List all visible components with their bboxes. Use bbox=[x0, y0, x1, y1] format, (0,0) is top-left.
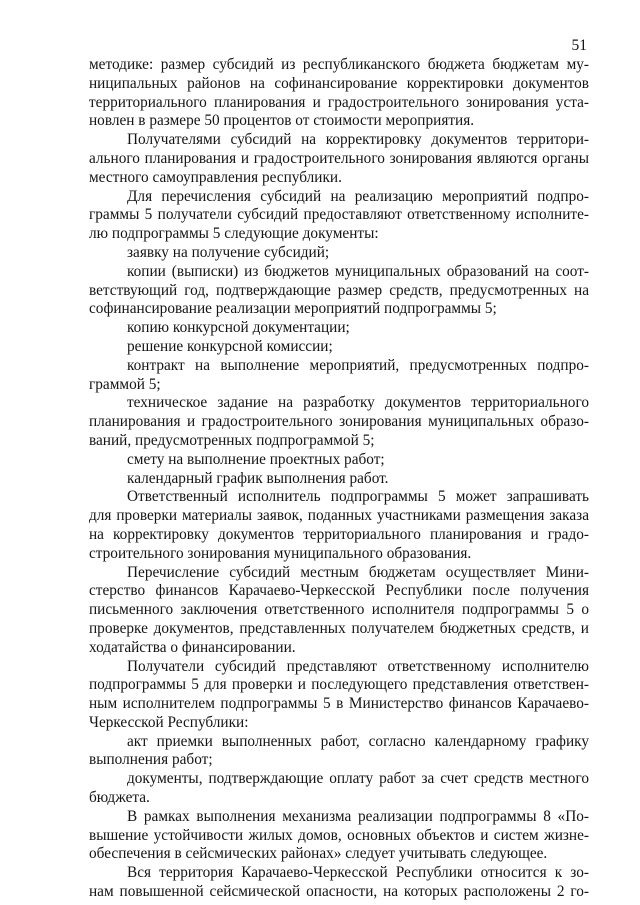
text-line: вышение устойчивости жилых домов, основных объектов и систем жизне- bbox=[89, 826, 589, 844]
text-line: новлен в размере 50 процентов от стоимости мероприятия. bbox=[89, 112, 475, 130]
text-line: ным исполнителем подпрограммы 5 в Министерство финансов Карачаево- bbox=[89, 695, 589, 713]
text-line: ветствующий год, подтверждающие размер средств, предусмотренных на bbox=[89, 281, 589, 299]
text-line: акт приемки выполненных работ, согласно календарному графику bbox=[127, 732, 589, 750]
text-line: строительного зонирования муниципального образования. bbox=[89, 544, 472, 562]
text-line: Перечисление субсидий местным бюджетам осуществляет Мини- bbox=[127, 563, 589, 581]
paragraph bbox=[89, 451, 589, 470]
paragraph bbox=[89, 864, 589, 902]
text-line: подпрограммы 5 для проверки и последующего представления ответствен- bbox=[89, 676, 589, 694]
text-line: ального планирования и градостроительного зонирования являются органы bbox=[89, 149, 589, 167]
text-line: выполнения работ; bbox=[89, 751, 213, 769]
paragraph bbox=[89, 733, 589, 771]
text-line: ваний, предусмотренных подпрограммой 5; bbox=[89, 431, 375, 449]
paragraph bbox=[89, 319, 589, 338]
text-line: копию конкурсной документации; bbox=[127, 319, 350, 337]
text-line: на корректировку документов территориального планирования и градо- bbox=[89, 525, 589, 543]
paragraph bbox=[89, 770, 589, 808]
text-line: лю подпрограммы 5 следующие документы: bbox=[89, 225, 379, 243]
paragraph bbox=[89, 470, 589, 489]
text-line: стерство финансов Карачаево-Черкесской Республики после получения bbox=[89, 582, 589, 600]
body-text bbox=[89, 56, 589, 902]
text-line: для проверки материалы заявок, поданных участниками размещения заказа bbox=[89, 507, 589, 525]
text-line: заявку на получение субсидий; bbox=[127, 243, 330, 261]
text-line: письменного заключения ответственного исполнителя подпрограммы 5 о bbox=[89, 601, 589, 619]
text-line: Черкесской Республики: bbox=[89, 713, 249, 731]
paragraph bbox=[89, 808, 589, 864]
text-line: контракт на выполнение мероприятий, предусмотренных подпро- bbox=[127, 356, 589, 374]
paragraph bbox=[89, 338, 589, 357]
text-line: обеспечения в сейсмических районах» следует учитывать следующее. bbox=[89, 845, 548, 863]
text-line: документы, подтверждающие оплату работ за счет средств местного bbox=[127, 770, 589, 788]
text-line: софинансирование реализации мероприятий подпрограммы 5; bbox=[89, 300, 497, 318]
paragraph bbox=[89, 56, 589, 131]
text-line: планирования и градостроительного зонирования муниципальных образо- bbox=[89, 413, 589, 431]
text-line: граммой 5; bbox=[89, 375, 161, 393]
text-line: копии (выписки) из бюджетов муниципальных образований на соот- bbox=[127, 262, 589, 280]
text-line: ходатайства о финансировании. bbox=[89, 638, 296, 656]
text-line: В рамках выполнения механизма реализации подпрограммы 8 «По- bbox=[127, 807, 589, 825]
paragraph bbox=[89, 658, 589, 733]
text-line: техническое задание на разработку документов территориального bbox=[127, 394, 589, 412]
paragraph bbox=[89, 488, 589, 563]
text-line: решение конкурсной комиссии; bbox=[127, 337, 333, 355]
text-line: местного самоуправления республики. bbox=[89, 168, 342, 186]
text-line: ниципальных районов на софинансирование корректировки документов bbox=[89, 74, 589, 92]
paragraph bbox=[89, 263, 589, 319]
text-line: методике: размер субсидий из республиканского бюджета бюджетам му- bbox=[89, 56, 589, 73]
paragraph bbox=[89, 357, 589, 395]
text-line: нам повышенной сейсмической опасности, на которых расположены 2 го- bbox=[89, 883, 589, 901]
paragraph bbox=[89, 188, 589, 244]
text-line: бюджета. bbox=[89, 789, 150, 807]
text-line: смету на выполнение проектных работ; bbox=[127, 450, 385, 468]
text-line: Получатели субсидий представляют ответственному исполнителю bbox=[127, 657, 589, 675]
text-line: календарный график выполнения работ. bbox=[127, 469, 389, 487]
text-line: проверке документов, представленных получателем бюджетных средств, и bbox=[89, 619, 589, 637]
paragraph bbox=[89, 394, 589, 450]
text-line: Ответственный исполнитель подпрограммы 5 может запрашивать bbox=[127, 488, 589, 506]
paragraph bbox=[89, 564, 589, 658]
text-line: граммы 5 получатели субсидий предоставляют ответственному исполните- bbox=[89, 206, 589, 224]
page-number: 51 bbox=[571, 37, 587, 54]
paragraph bbox=[89, 244, 589, 263]
text-line: Для перечисления субсидий на реализацию мероприятий подпро- bbox=[127, 187, 589, 205]
text-line: Вся территория Карачаево-Черкесской Республики относится к зо- bbox=[127, 864, 589, 882]
paragraph bbox=[89, 131, 589, 187]
text-line: Получателями субсидий на корректировку документов территори- bbox=[127, 131, 589, 149]
text-line: территориального планирования и градостроительного зонирования уста- bbox=[89, 93, 589, 111]
